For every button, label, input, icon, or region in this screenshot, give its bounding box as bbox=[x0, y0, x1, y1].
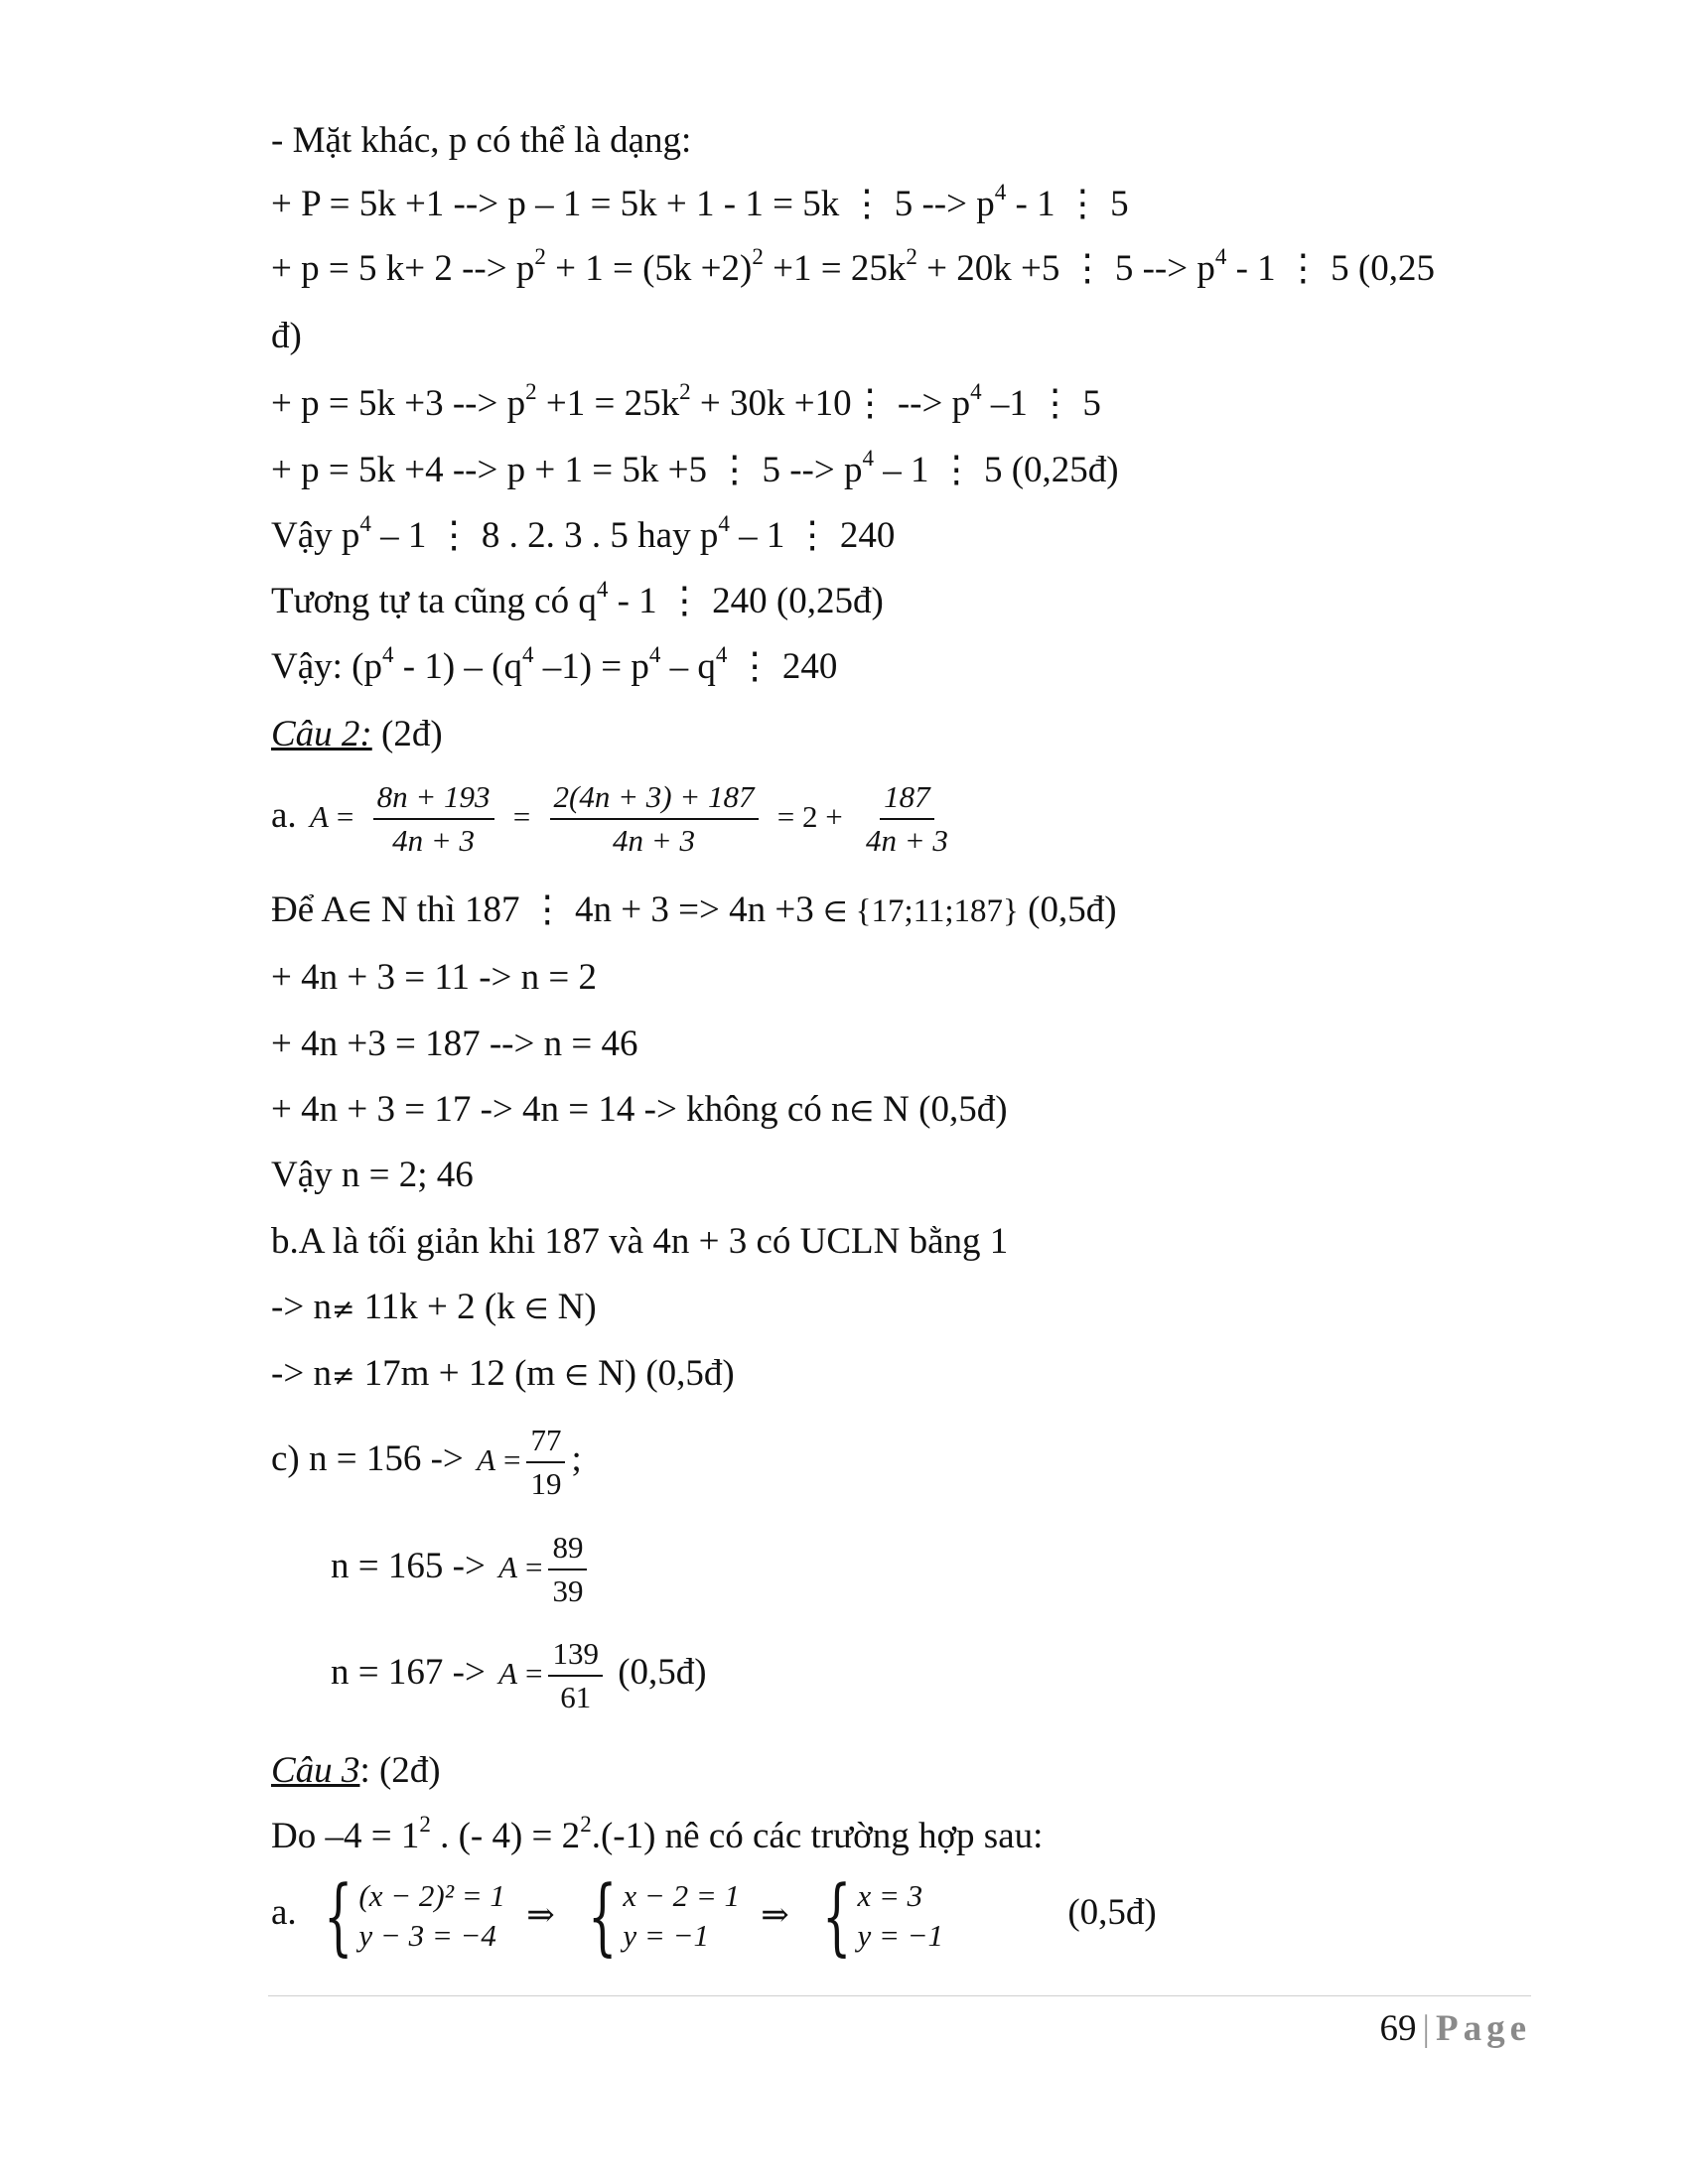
text-line: + 4n + 3 = 17 -> 4n = 14 -> không có n∈ N (0,5đ) bbox=[271, 1089, 1008, 1130]
text-line: + p = 5k +3 --> $p^2 +1 = 25k^2 + 30k$ +10⋮ --> $p^4$ –1 ⋮ 5 bbox=[271, 379, 1101, 424]
fraction: $\frac{8n + 193}{4n + 3}$ bbox=[373, 779, 494, 859]
page-number: 69 bbox=[1379, 2008, 1417, 2049]
fraction: $\frac{89}{39}$ bbox=[548, 1530, 587, 1609]
fraction-equation: a. A = $\frac{8n + 193}{4n + 3}$ = $\frac{2(4n + 3) + 187}{4n + 3}$ = 2 + $\frac{187}{4n + 3}$ bbox=[271, 776, 958, 859]
fraction: $\frac{187}{4n + 3}$ bbox=[865, 778, 948, 858]
fraction-equation: n = 165 -> A = $\frac{89}{39}$ bbox=[331, 1527, 593, 1609]
text-line: + p = 5 k+ 2 --> $p^2 + 1 = (5k +2)^2 +1 = 25k^2 + 20k +5$ ⋮ 5 --> $p^4 - 1$ ⋮ 5 (0,25 bbox=[271, 244, 1435, 289]
page-footer: 69 | Page bbox=[1379, 2008, 1531, 2049]
fraction: $\frac{77}{19}$ bbox=[526, 1423, 565, 1502]
equation-system: a. { (x − 2)² = 1 y − 3 = −4 ⇒ { x − 2 = 1 y = −1 ⇒ { x = 3 y = −1 (0,5đ) bbox=[271, 1866, 1157, 1965]
text-line: Do $-4 = 1^2$ . (- $4) = 2^2.(-1)$ nê có các trường hợp sau: bbox=[271, 1812, 1044, 1856]
system-brace: { (x − 2)² = 1 y − 3 = −4 bbox=[323, 1866, 505, 1965]
text-line: + p = 5k +4 --> p + 1 = 5k +5 ⋮ 5 --> $p^4 - 1$ ⋮ 5 (0,25đ) bbox=[271, 446, 1119, 490]
text-line: -> n≠ 11k + 2 (k ∈ N) bbox=[271, 1287, 597, 1327]
text-line: Vậy: $(p^4 - 1) - (q^4$ $-1) = p^4 - q^4$ ⋮ 240 bbox=[271, 642, 838, 687]
text-line: - Mặt khác, p có thể là dạng: bbox=[271, 120, 692, 161]
text-line: đ) bbox=[271, 316, 302, 356]
text-line: -> n≠ 17m + 12 (m ∈ N) (0,5đ) bbox=[271, 1353, 735, 1394]
text-line: Để A∈ N thì 187 ⋮ 4n + 3 => 4n +3 ∈ {17;11;187} (0,5đ) bbox=[271, 889, 1117, 930]
fraction-equation: c) n = 156 -> A = $\frac{77}{19}$ ; bbox=[271, 1422, 582, 1501]
text-line: Tương tự ta cũng có $q^4 - 1$ ⋮ 240 (0,25đ) bbox=[271, 577, 884, 621]
system-brace: { x − 2 = 1 y = −1 bbox=[587, 1866, 740, 1965]
page-label: Page bbox=[1435, 2008, 1531, 2049]
fraction-equation: n = 167 -> A = $\frac{139}{61}$ (0,5đ) bbox=[331, 1635, 707, 1714]
text-line: + 4n + 3 = 11 -> n = 2 bbox=[271, 957, 598, 998]
system-brace: { x = 3 y = −1 bbox=[822, 1866, 944, 1965]
text-line: b.A là tối giản khi 187 và 4n + 3 có UCLN bằng 1 bbox=[271, 1221, 1009, 1262]
text-line: + 4n +3 = 187 --> n = 46 bbox=[271, 1024, 638, 1064]
fraction: $\frac{2(4n + 3) + 187}{4n + 3}$ bbox=[550, 779, 759, 859]
fraction: $\frac{139}{61}$ bbox=[548, 1636, 603, 1715]
text-line: Vậy n = 2; 46 bbox=[271, 1155, 474, 1195]
text-line: + P = 5k +1 --> p – 1 = 5k + 1 - 1 = 5k ⋮ 5 --> $p^4 - 1$ ⋮ 5 bbox=[271, 180, 1129, 224]
section-heading-cau-3: Câu 3: (2đ) bbox=[271, 1750, 441, 1791]
footer-divider bbox=[268, 1995, 1531, 1996]
section-heading-cau-2: Câu 2: (2đ) bbox=[271, 714, 443, 754]
text-line: Vậy $p^4 - 1$ ⋮ 8 . 2. 3 . 5 hay $p^4 - 1$ ⋮ 240 bbox=[271, 511, 896, 556]
